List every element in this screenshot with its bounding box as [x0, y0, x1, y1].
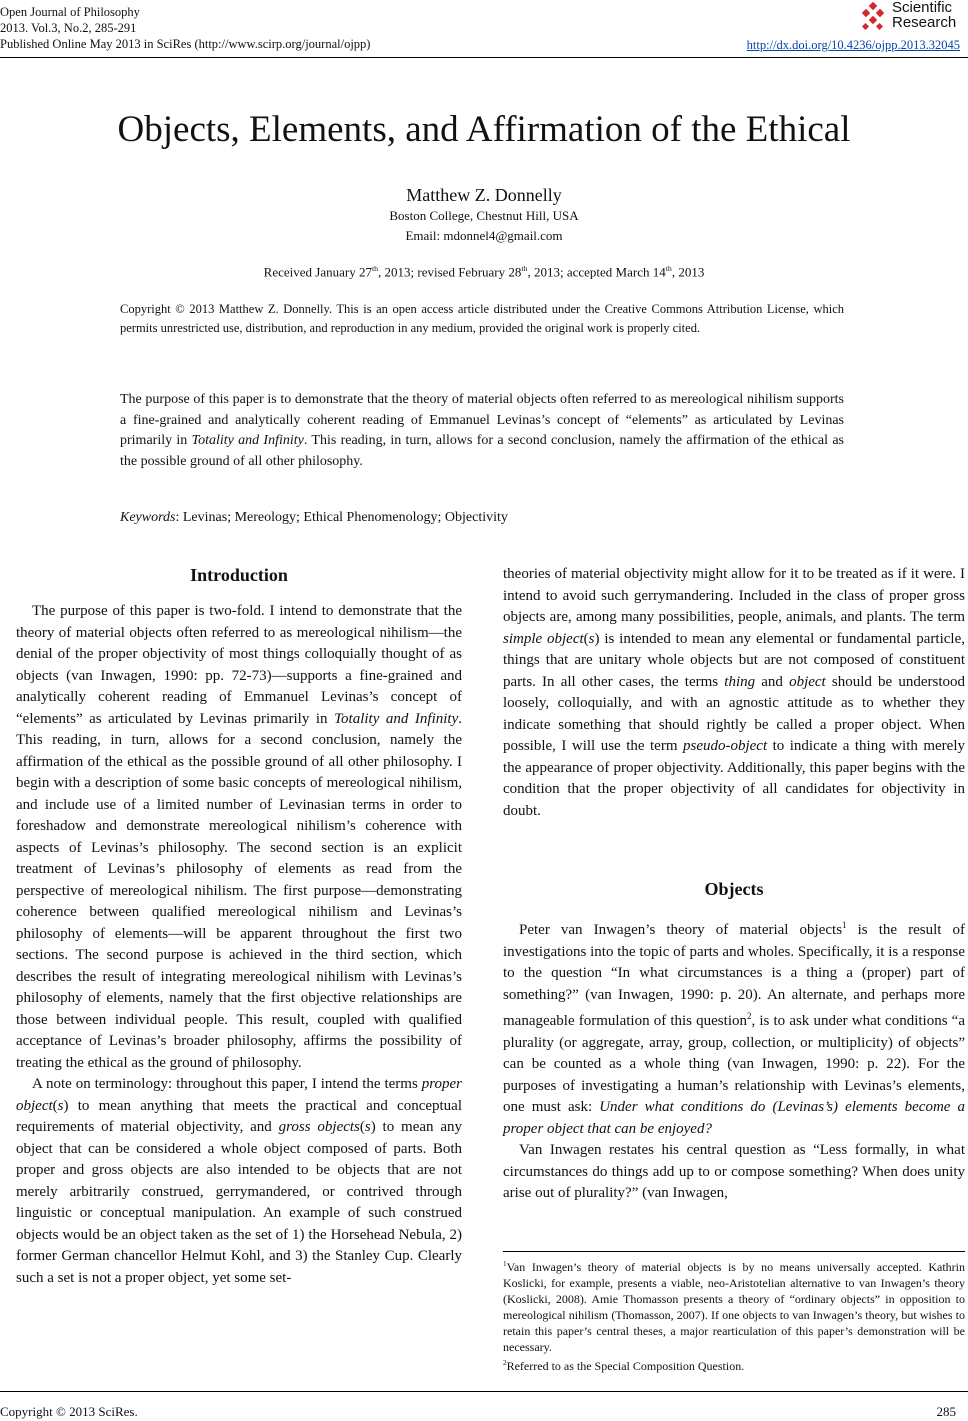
received-sup: th — [371, 264, 379, 273]
intro-p1-b: . This reading, in turn, allows for a second conclusion, namely the affirmation of the ethical as the possible ground of all other philosophy. I begin with a description of some basic concepts of mereological nihilism, and include use of a limited number of Levinasian terms in order to foreshadow and demonstrate mereological nihilism’s coherence with aspects of Levinas’s philosophy. The second section is an explicit treatment of Levinas’s philosophy of elements as read from the perspective of mereological nihilism. The first purpose—demonstrating coherence between qualified mereological nihilism and Levinas’s philosophy of elements—will be apparent throughout the first two sections. The second purpose is achieved in the third section, which describes the result of integrating mereological nihilism with Levinas’s philosophy of elements, namely that the first objective relationships are those between individual people. This result, coupled with qualified acceptance of Levinas’s broader philosophy, affirms the possibility of treating the ethical as the ground of philosophy. — [16, 710, 462, 1071]
dates-line — [0, 264, 968, 280]
publisher-logo — [858, 0, 962, 36]
footnote-1-text: Van Inwagen’s theory of material objects is by no means universally accepted. Kathrin Koslicki, for example, presents a viable, neo-Aristotelian alternative to van Inwagen’s theory (Koslicki, 2008). Amie Thomasson presents a theory of “ordinary objects” in opposition to mereological nihilism (Thomasson, 2007). If one objects to van Inwagen’s theory, but wishes to retain this paper’s central theses, a major rearticulation of this paper’s demonstration will be necessary. — [503, 1260, 965, 1354]
footnote-ref-2: 2 — [746, 1011, 752, 1021]
logo-line-1: Scientific — [892, 0, 953, 16]
intro-p2-italic-2s: s — [364, 1119, 371, 1135]
left-column — [16, 601, 462, 1289]
received-date: Received January 27 — [263, 264, 372, 280]
footer-rule — [0, 1391, 968, 1392]
right-p1-italic-1s: s — [588, 630, 595, 647]
intro-paragraph-1 — [16, 601, 462, 1074]
affiliation: Boston College, Chestnut Hill, USA — [389, 208, 579, 223]
keywords — [120, 510, 844, 526]
keywords-label: Keywords — [120, 510, 176, 525]
page-number: 285 — [936, 1404, 956, 1419]
logo-line-2: Research — [892, 14, 957, 31]
right-paragraph-1: theories of material objectivity might allow for it to be treated as if it were. I intend to avoid such gerrymandering. Included in the class of proper gross objects are, among many possibilities, people, animals, and plants. The term simple object(s) is intended to mean any elemental or fundamental particle, things that are unitary whole objects but are not composed of constituent parts. In all other cases, the terms thing and object should be understood loosely, colloquially, and with an agnostic attitude as to whether they indicate something that should rightly be called a proper object. When possible, I will use the term pseudo-object to indicate a thing with merely the appearance of proper objectivity. Additionally, this paper begins with the condition that the proper objectivity of all candidates for objectivity in doubt. — [503, 566, 965, 819]
right-p1-and: and — [755, 673, 790, 690]
abstract — [120, 390, 844, 472]
published-line: Published Online May 2013 in SciRes (http://www.scirp.org/journal/ojpp) — [0, 37, 371, 51]
header-rule — [0, 57, 968, 58]
intro-p2-italic-1: proper object — [16, 1076, 462, 1114]
objects-heading: Objects — [704, 879, 764, 899]
intro-p2-c: to mean any object that can be considered a whole object composed of parts. Both proper and gross objects are also intended to be objects that are not merely arbitrarily construed, gerrymandered, or contrived through linguistic or conceptual manipulation. An example of such construed objects would be an object taken as the set of 1) the Horsehead Nebula, 2) former German chancellor Helmut Kohl, and 3) the Stanley Cup. Clearly such a set is not a proper object, yet some set- — [16, 1119, 462, 1286]
footnote-2-text: Referred to as the Special Composition Question. — [506, 1359, 745, 1373]
footnote-ref-1: 1 — [842, 920, 847, 930]
footer-copyright: Copyright © 2013 SciRes. — [0, 1404, 138, 1419]
dates-tail: , 2013 — [671, 264, 705, 280]
accepted-date: , 2013; accepted March 14 — [527, 264, 666, 280]
abstract-text-1: The purpose of this paper is to demonstrate that the theory of material objects often referred to as mereological nihilism supports a fine-grained and analytically coherent reading of Emmanuel Levinas’s concept of “elements” as articulated by Levinas primarily in — [120, 392, 844, 448]
footnote-rule — [503, 1251, 965, 1252]
objects-paragraph-2: Van Inwagen restates his central question as “Less formally, in what circumstances do things add up to or compose something? When does unity arise out of plurality?” (van Inwagen, — [503, 1142, 965, 1201]
intro-paragraph-2: A note on terminology: throughout this paper, I intend the terms proper object(s) to mean anything that meets the practical and conceptual requirements of material objectivity, and gross objects(s) to mean any object that can be considered a whole object composed of parts. Both proper and gross objects are also intended to be objects that are not merely arbitrarily construed, gerrymandered, or contrived through linguistic or conceptual manipulation. An example of such construed objects would be an object taken as the set of 1) the Horsehead Nebula, 2) former German chancellor Helmut Kohl, and 3) the Stanley Cup. Clearly such a set is not a proper object, yet some set- — [16, 1076, 462, 1286]
footnote-1 — [503, 1256, 965, 1355]
obj-p1-b: is the result of investigations into the topic of parts and wholes. Specifically, it is a response to the question “In what circumstances is a thing a (proper) part of something?” (van Inwagen, 1990: p. 20). An alternate, and perhaps more manageable formulation of this question — [503, 922, 965, 1029]
introduction-heading: Introduction — [190, 565, 288, 585]
doi-link[interactable]: http://dx.doi.org/10.4236/ojpp.2013.32045 — [746, 38, 960, 52]
journal-name: Open Journal of Philosophy — [0, 5, 140, 19]
right-p1-b: is intended to mean any elemental or fundamental particle, things that are unitary whole objects but are not composed of constituent parts. In all other cases, the terms — [503, 630, 965, 690]
accepted-sup: th — [665, 264, 672, 273]
author-email: Email: mdonnel4@gmail.com — [405, 228, 563, 243]
right-p1-italic-2: thing — [724, 673, 756, 690]
right-p1-d: to indicate a thing with merely the appearance of proper objectivity. Additionally, this paper begins with the condition that the proper objectivity of all candidates for objectivity in doubt. — [503, 738, 965, 819]
intro-p2-italic-1s: s — [57, 1097, 64, 1114]
scientific-research-logo-icon — [858, 2, 888, 32]
intro-p2-a: A note on terminology: throughout this paper, I intend the terms — [32, 1076, 422, 1092]
intro-p2-b: to mean anything that meets the practical and conceptual requirements of material objectivity, and — [16, 1097, 462, 1135]
footnote-2 — [503, 1355, 965, 1374]
objects-paragraph-1 — [503, 915, 965, 1140]
right-column — [503, 564, 965, 822]
intro-p2-italic-2: gross objects — [278, 1119, 360, 1135]
footnote-2-num: 2 — [503, 1359, 507, 1367]
objects-section — [503, 915, 965, 1205]
revised-date: , 2013; revised February 28 — [378, 264, 522, 280]
right-p1-italic-3: object — [789, 673, 826, 690]
intro-p1-a: The purpose of this paper is two-fold. I intend to demonstrate that the theory of material objects often referred to as mereological nihilism—the denial of the proper objectivity of most things colloquially thought of as objects (van Inwagen, 1990: pp. 72-73)—supports a fine-grained and analytically coherent reading of Emmanuel Levinas’s concept of “elements” as articulated by Levinas primarily in — [16, 603, 462, 727]
author-name: Matthew Z. Donnelly — [406, 185, 562, 205]
copyright-notice: Copyright © 2013 Matthew Z. Donnelly. This is an open access article distributed under the Creative Commons Attribution License, which permits unrestricted use, distribution, and reproduction in any medium, provided the original work is properly cited. — [120, 302, 844, 335]
right-p1-italic-1: simple object — [503, 630, 584, 647]
obj-p1-c: , is to ask under what conditions “a plurality (or aggregate, array, group, collection, or multiplicity) of objects” can be counted as a whole thing (van Inwagen, 1990: p. 22). For the purposes of investigating a human’s relationship with Levinas’s elements, one must ask: — [503, 1013, 965, 1115]
paper-title: Objects, Elements, and Affirmation of the Ethical — [117, 109, 851, 150]
intro-p1-italic: Totality and Infinity — [334, 710, 459, 727]
obj-p1-italic: Under what conditions do (Levinas’s) elements become a proper object that can be enjoyed? — [503, 1099, 965, 1137]
footnote-1-num: 1 — [503, 1260, 507, 1268]
logo-text — [892, 0, 956, 30]
right-p1-c: should be understood loosely, colloquially, and with an agnostic attitude as to whether they indicate something that should rightly be called a proper object. When possible, I will use the term — [503, 673, 965, 754]
journal-header — [0, 4, 370, 52]
doi-link-container — [747, 38, 960, 53]
footnotes — [503, 1256, 965, 1374]
revised-sup: th — [521, 264, 528, 273]
abstract-italic: Totality and Infinity — [191, 433, 304, 448]
right-p1-a: theories of material objectivity might allow for it to be treated as if it were. I intend to avoid such gerrymandering. Included in the class of proper gross objects are, among many possibilities, people, animals, and plants. The term — [503, 566, 965, 625]
keywords-text: : Levinas; Mereology; Ethical Phenomenology; Objectivity — [175, 510, 508, 525]
right-p1-italic-4: pseudo-object — [682, 738, 768, 754]
journal-volume: 2013. Vol.3, No.2, 285-291 — [0, 21, 137, 35]
obj-p1-a: Peter van Inwagen’s theory of material objects — [519, 922, 843, 938]
abstract-text-2: . This reading, in turn, allows for a second conclusion, namely the affirmation of the ethical as the possible ground of all other philosophy. — [120, 433, 844, 469]
